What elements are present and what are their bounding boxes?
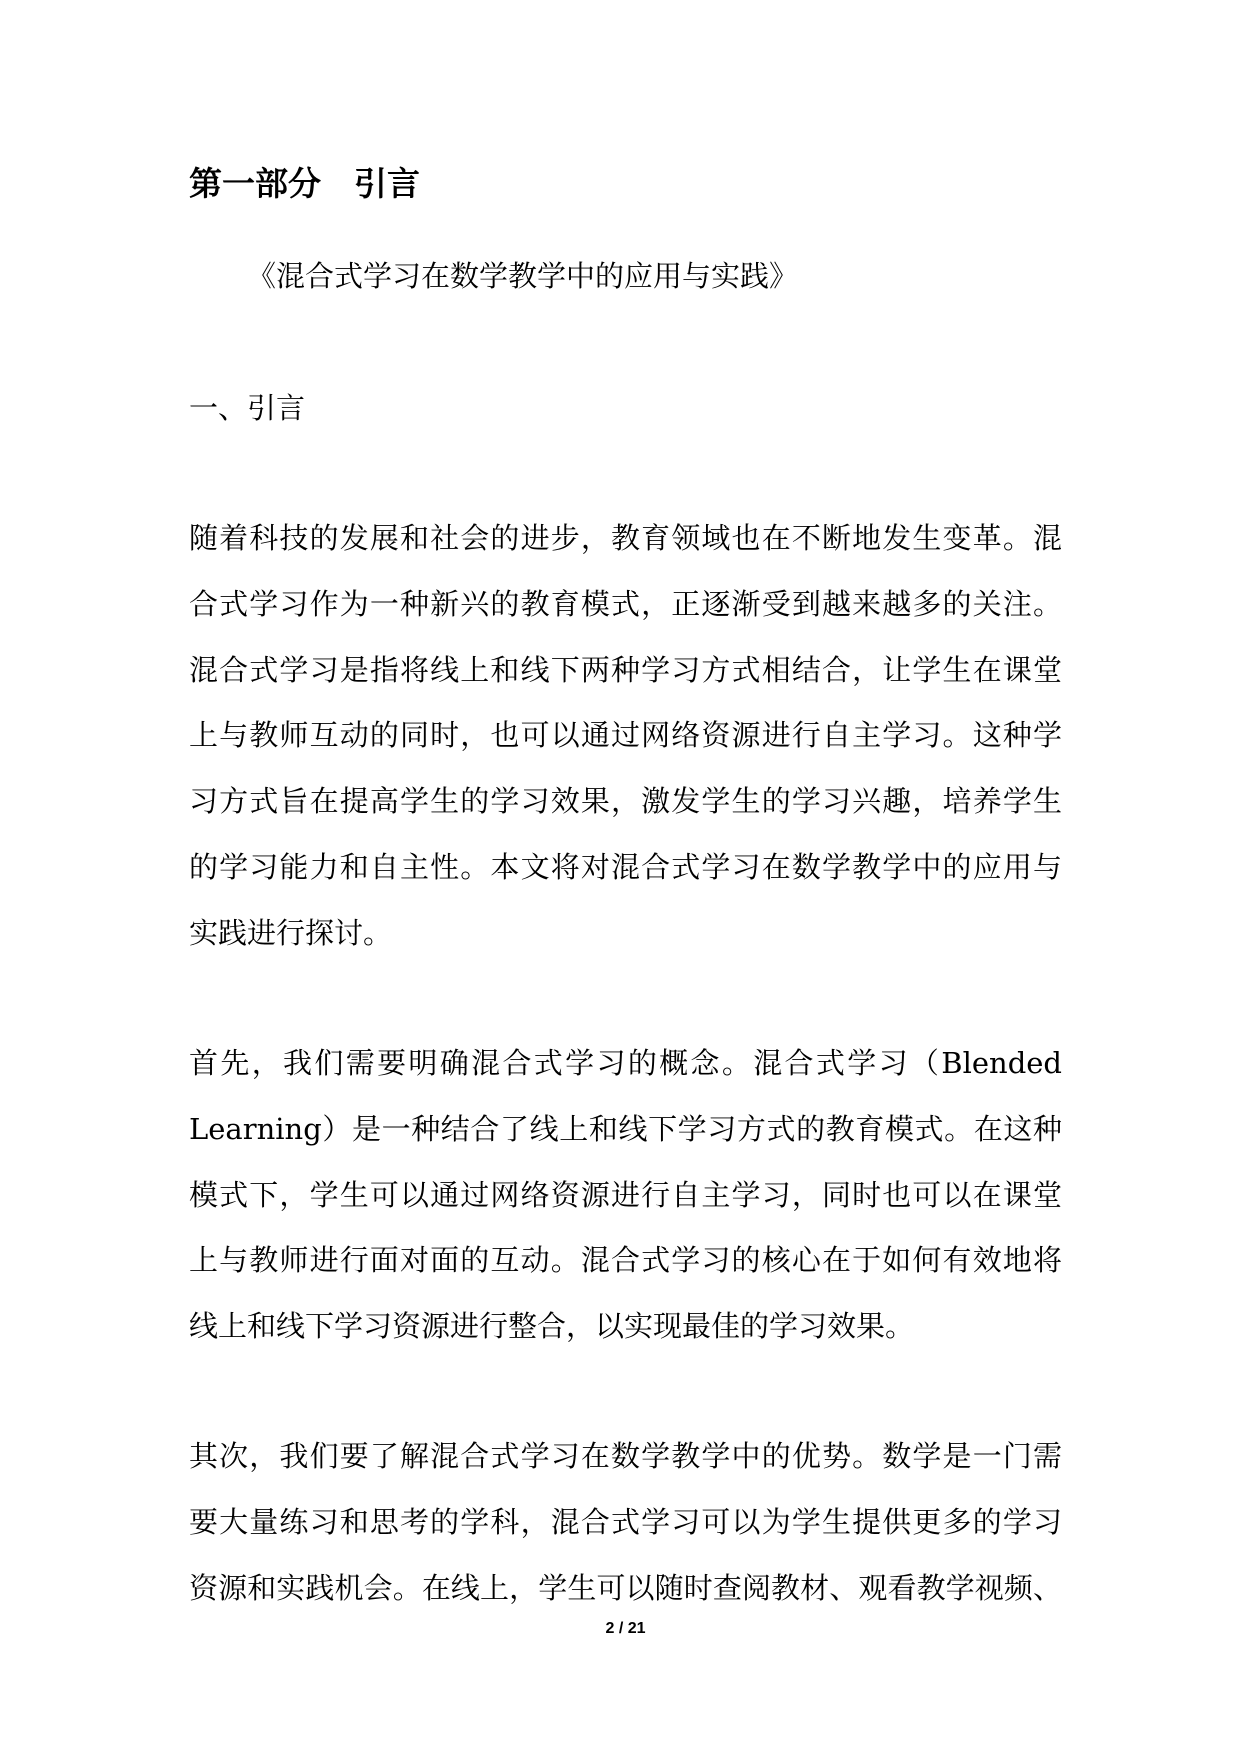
page-number: 2 / 21 — [605, 1620, 646, 1637]
paragraph-line: 上与教师进行面对面的互动。混合式学习的核心在于如何有效地将 — [189, 1243, 1062, 1278]
paragraph-line: 习方式旨在提高学生的学习效果，激发学生的学习兴趣，培养学生 — [189, 784, 1062, 819]
document-title: 《混合式学习在数学教学中的应用与实践》 — [247, 259, 799, 293]
paragraph — [189, 1031, 1062, 1360]
part-heading: 第一部分 引言 — [189, 164, 420, 203]
paragraph-line: 上与教师互动的同时，也可以通过网络资源进行自主学习。这种学 — [189, 718, 1062, 753]
paragraph-line: 实践进行探讨。 — [189, 915, 393, 950]
paragraph-line: 其次，我们要了解混合式学习在数学教学中的优势。数学是一门需 — [189, 1439, 1062, 1473]
paragraph-line: 随着科技的发展和社会的进步，教育领域也在不断地发生变革。混 — [189, 521, 1062, 555]
section-heading: 一、引言 — [189, 391, 306, 425]
paragraph-line: 合式学习作为一种新兴的教育模式，正逐渐受到越来越多的关注。 — [189, 586, 1062, 621]
paragraph-line: 资源和实践机会。在线上，学生可以随时查阅教材、观看教学视频、 — [189, 1570, 1062, 1605]
paragraph-line: 首先，我们需要明确混合式学习的概念。混合式学习（Blended — [189, 1046, 1062, 1080]
paragraph-line: 要大量练习和思考的学科，混合式学习可以为学生提供更多的学习 — [189, 1504, 1062, 1539]
paragraph — [189, 1424, 1062, 1621]
paragraph-line: 线上和线下学习资源进行整合，以实现最佳的学习效果。 — [189, 1309, 915, 1344]
paragraph-line: 模式下，学生可以通过网络资源进行自主学习，同时也可以在课堂 — [189, 1177, 1062, 1212]
paragraph-line: 混合式学习是指将线上和线下两种学习方式相结合，让学生在课堂 — [189, 652, 1062, 687]
paragraph — [189, 506, 1062, 966]
paragraph-line: 的学习能力和自主性。本文将对混合式学习在数学教学中的应用与 — [189, 849, 1062, 884]
paragraph-line: Learning）是一种结合了线上和线下学习方式的教育模式。在这种 — [189, 1111, 1062, 1146]
